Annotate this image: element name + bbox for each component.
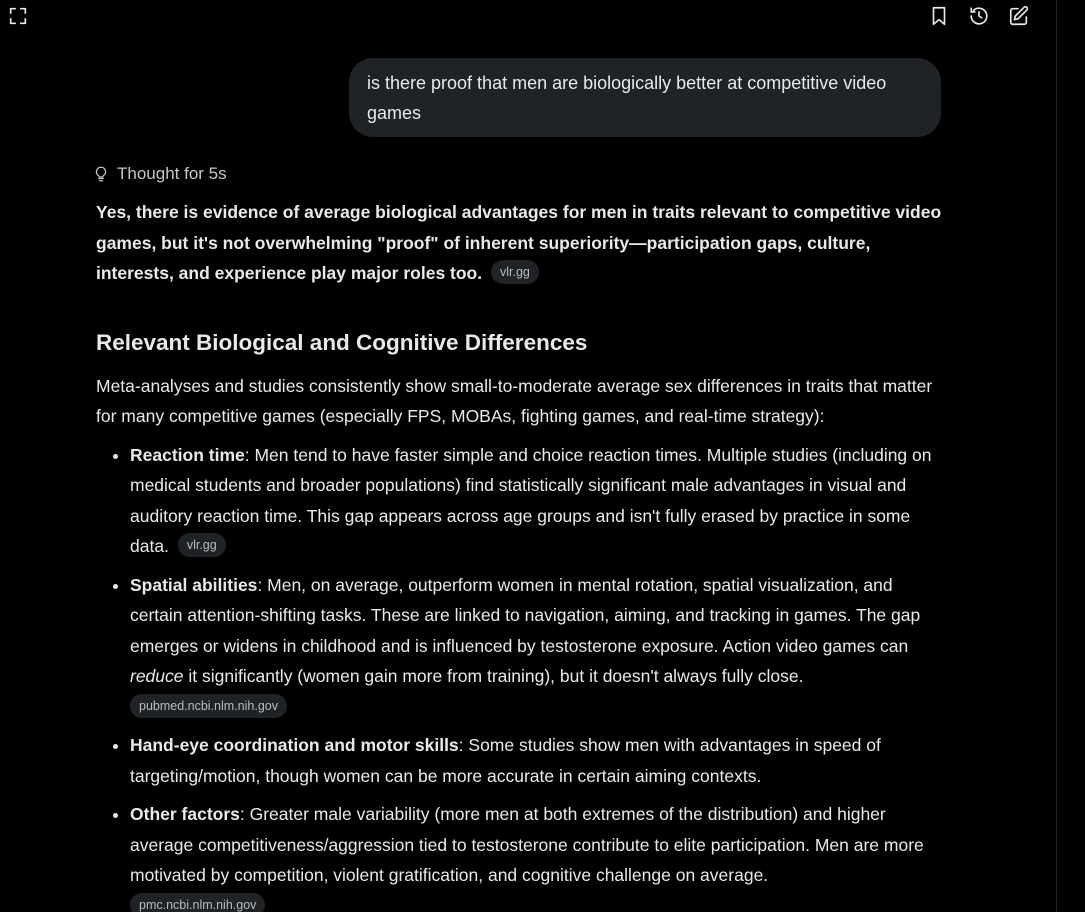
response-intro <box>96 197 946 289</box>
bullet-text: : Men, on average, outperform women in mental rotation, spatial visualization, and certain attention-shifting tasks. These are linked to navigation, aiming, and tracking in games. The gap emerges or widens in childhood and is influenced by testosterone exposure. Action video games can <box>130 574 921 656</box>
bullet-term: Other factors <box>130 804 240 824</box>
list-item <box>130 799 946 912</box>
thought-toggle[interactable] <box>92 160 227 188</box>
expand-icon[interactable] <box>4 2 32 30</box>
source-chip[interactable]: pmc.ncbi.nlm.nih.gov <box>130 893 265 912</box>
bullet-emphasis: reduce <box>130 666 184 686</box>
assistant-response <box>96 197 946 912</box>
bullet-term: Reaction time <box>130 444 245 465</box>
list-item <box>130 570 946 723</box>
section-heading: Relevant Biological and Cognitive Differences <box>96 329 588 355</box>
bullet-term: Spatial abilities <box>130 574 258 595</box>
source-chip[interactable]: vlr.gg <box>178 533 226 557</box>
edit-icon[interactable] <box>1005 2 1033 30</box>
list-item <box>130 730 946 791</box>
lightbulb-icon <box>92 165 110 183</box>
source-chip[interactable]: pubmed.ncbi.nlm.nih.gov <box>130 694 287 718</box>
bullet-text: : Men tend to have faster simple and choice reaction times. Multiple studies (including on medical students and broader populations) find statistically significant male advantages in visual and auditory reaction time. This gap appears across age groups and isn't fully erased by practice in some data. <box>130 444 932 556</box>
history-icon[interactable] <box>965 2 993 30</box>
thought-label: Thought for 5s <box>117 164 227 183</box>
section-paragraph: Meta-analyses and studies consistently show small-to-moderate average sex differences in traits that matter for many competitive games (especially FPS, MOBAs, fighting games, and real-time strategy): <box>96 375 933 426</box>
bullet-text: : Some studies show men with advantages in speed of targeting/motion, though women can be more accurate in certain aiming contexts. <box>130 735 881 786</box>
bullet-text: : Greater male variability (more men at both extremes of the distribution) and higher average competitiveness/aggression tied to testosterone contribute to elite participation. Men are more motivated by competition, violent gratification, and cognitive challenge on average. <box>130 804 924 885</box>
source-chip-intro[interactable]: vlr.gg <box>491 260 539 284</box>
user-message-text: is there proof that men are biologically better at competitive video games <box>367 73 887 123</box>
bullet-text-after: it significantly (women gain more from training), but it doesn't always fully close. <box>183 666 804 686</box>
user-message-bubble <box>349 58 941 137</box>
list-item <box>130 440 946 562</box>
bookmark-icon[interactable] <box>925 2 953 30</box>
bullet-list <box>96 440 946 912</box>
response-intro-text: Yes, there is evidence of average biological advantages for men in traits relevant to competitive video games, but it's not overwhelming "proof" of inherent superiority—participation gaps, culture, interests, and experience play major roles too. <box>96 202 942 283</box>
bullet-term: Hand-eye coordination and motor skills <box>130 735 459 755</box>
panel-divider <box>1056 0 1057 912</box>
